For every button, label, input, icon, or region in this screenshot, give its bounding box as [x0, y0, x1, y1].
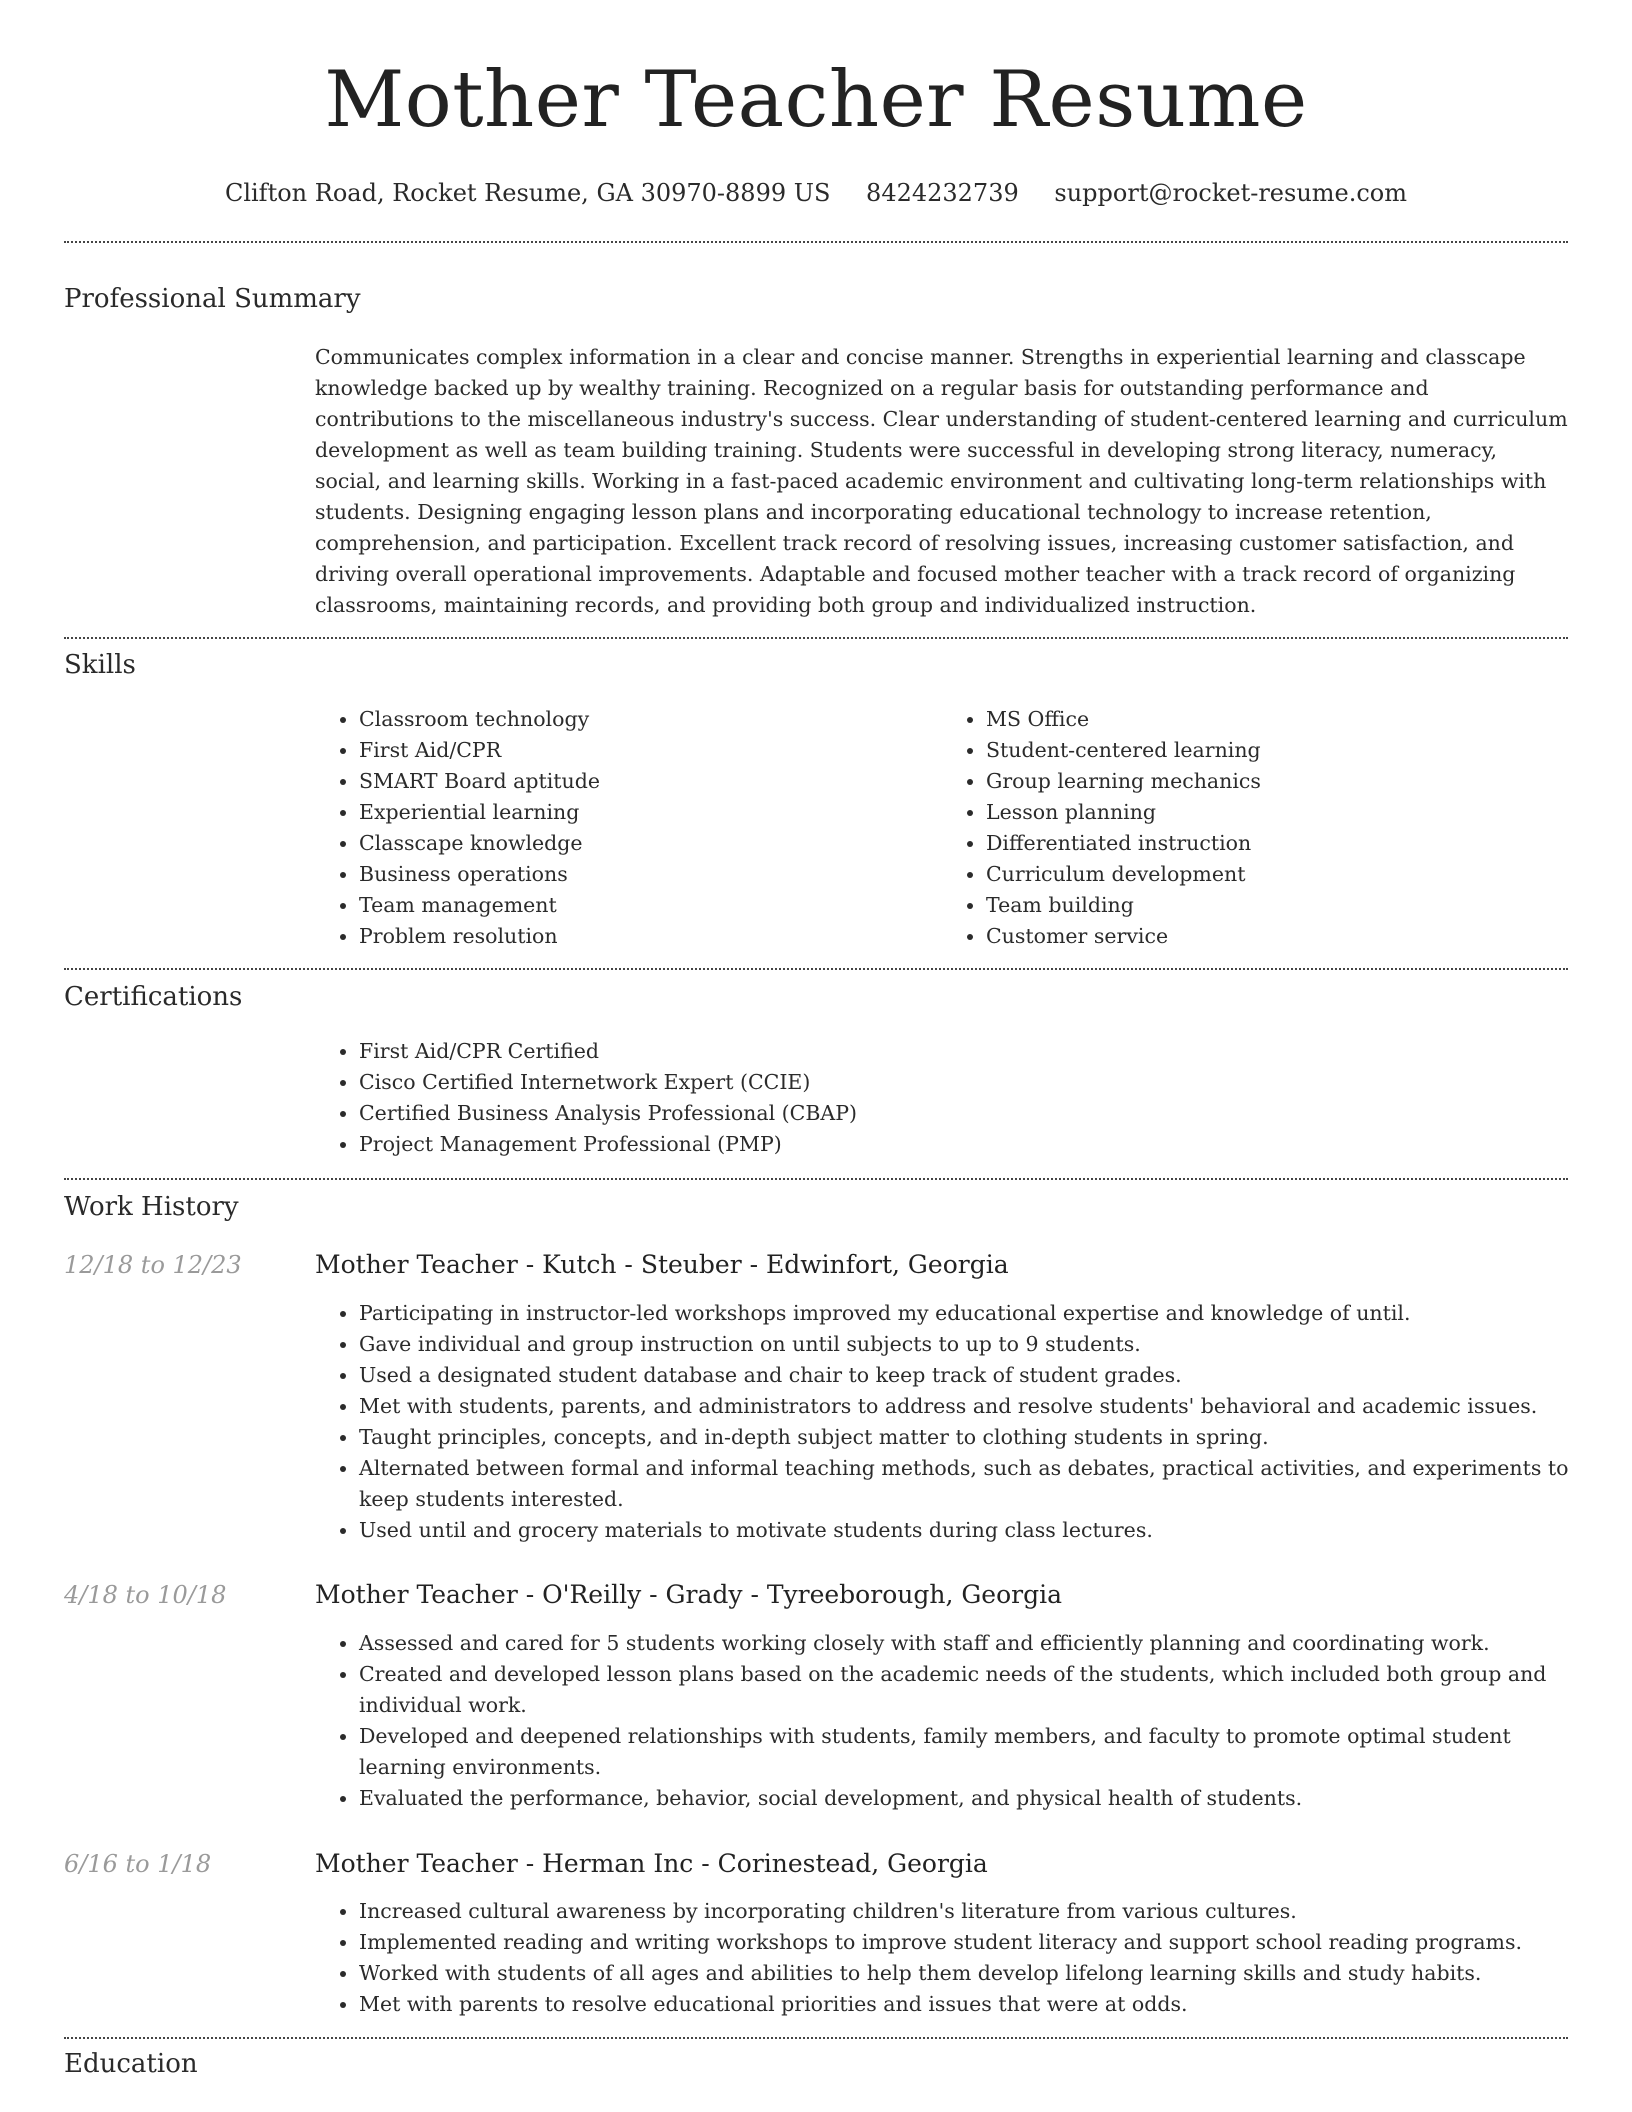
list-item: • Met with students, parents, and administrators to address and resolve students' behavioral and academic issues. [359, 1391, 1569, 1422]
certifications-section [315, 1036, 1569, 1160]
list-item: • Taught principles, concepts, and in-depth subject matter to clothing students in spring. [359, 1422, 1569, 1453]
list-item: • Curriculum development [986, 859, 1569, 890]
list-item: • Differentiated instruction [986, 828, 1569, 859]
list-item: • First Aid/CPR Certified [359, 1036, 1569, 1067]
list-item: • Evaluated the performance, behavior, social development, and physical health of students. [359, 1783, 1569, 1814]
list-item: • Customer service [986, 921, 1569, 952]
list-item: • Experiential learning [359, 797, 942, 828]
list-item: • MS Office [986, 704, 1569, 735]
list-item: • SMART Board aptitude [359, 766, 942, 797]
list-item: • Problem resolution [359, 921, 942, 952]
list-item: • Project Management Professional (PMP) [359, 1129, 1569, 1160]
section-divider [64, 637, 1568, 639]
resume-name: Mother Teacher Resume [324, 55, 1308, 145]
job-title: Mother Teacher - O'Reilly - Grady - Tyreeborough, Georgia [315, 1580, 1063, 1609]
list-item: • First Aid/CPR [359, 735, 942, 766]
section-divider [64, 1178, 1568, 1180]
list-item: • Team building [986, 890, 1569, 921]
list-item: • Lesson planning [986, 797, 1569, 828]
list-item: • Cisco Certified Internetwork Expert (CCIE) [359, 1067, 1569, 1098]
contact-address: Clifton Road, Rocket Resume, GA 30970-8899 US [224, 179, 831, 207]
work-history-heading: Work History [64, 1192, 239, 1222]
list-item: • Developed and deepened relationships with students, family members, and faculty to promote optimal student learning environments. [359, 1721, 1569, 1783]
job-dates: 12/18 to 12/23 [64, 1251, 242, 1279]
list-item: • Met with parents to resolve educational priorities and issues that were at odds. [359, 1989, 1569, 2020]
summary-text: Communicates complex information in a clear and concise manner. Strengths in experiential learning and classcape knowledge backed up by wealthy training. Recognized on a regular basis for outstanding performance and contributions to the miscellaneous industry's success. Clear understanding of student-centered learning and curriculum development as well as team building training. Students were successful in developing strong literacy, numeracy, social, and learning skills. Working in a fast-paced academic environment and cultivating long-term relationships with students. Designing engaging lesson plans and incorporating educational technology to increase retention, comprehension, and participation. Excellent track record of resolving issues, increasing customer satisfaction, and driving overall operational improvements. Adaptable and focused mother teacher with a track record of organizing classrooms, maintaining records, and providing both group and individualized instruction. [315, 345, 1568, 617]
job-bullets [315, 1298, 1569, 1546]
list-item: • Team management [359, 890, 942, 921]
job-bullets [315, 1628, 1569, 1814]
contact-line [0, 176, 1632, 210]
contact-phone: 8424232739 [866, 179, 1019, 207]
job-bullets [315, 1896, 1569, 2020]
list-item: • Classroom technology [359, 704, 942, 735]
section-divider [64, 241, 1568, 243]
list-item: • Alternated between formal and informal teaching methods, such as debates, practical activities, and experiments to keep students interested. [359, 1453, 1569, 1515]
list-item: • Classcape knowledge [359, 828, 942, 859]
list-item: • Gave individual and group instruction on until subjects to up to 9 students. [359, 1329, 1569, 1360]
list-item: • Created and developed lesson plans based on the academic needs of the students, which included both group and individual work. [359, 1659, 1569, 1721]
summary-heading: Professional Summary [64, 284, 361, 314]
section-divider [64, 2037, 1568, 2039]
summary-section [315, 342, 1569, 621]
certifications-list [315, 1036, 1569, 1160]
skills-list-right [942, 704, 1569, 952]
list-item: • Worked with students of all ages and abilities to help them develop lifelong learning skills and study habits. [359, 1958, 1569, 1989]
list-item: • Business operations [359, 859, 942, 890]
resume-header [0, 0, 1632, 210]
skills-list-left [315, 704, 942, 952]
list-item: • Assessed and cared for 5 students working closely with staff and efficiently planning and coordinating work. [359, 1628, 1569, 1659]
list-item: • Group learning mechanics [986, 766, 1569, 797]
skills-section [315, 704, 1569, 952]
job-title: Mother Teacher - Herman Inc - Corinestead, Georgia [315, 1849, 988, 1878]
list-item: • Used until and grocery materials to motivate students during class lectures. [359, 1515, 1569, 1546]
list-item: • Implemented reading and writing workshops to improve student literacy and support school reading programs. [359, 1927, 1569, 1958]
section-divider [64, 968, 1568, 970]
certifications-heading: Certifications [64, 982, 243, 1012]
list-item: • Increased cultural awareness by incorporating children's literature from various cultures. [359, 1896, 1569, 1927]
list-item: • Certified Business Analysis Professional (CBAP) [359, 1098, 1569, 1129]
job-dates: 4/18 to 10/18 [64, 1581, 227, 1609]
education-heading: Education [64, 2049, 198, 2079]
list-item: • Participating in instructor-led workshops improved my educational expertise and knowledge of until. [359, 1298, 1569, 1329]
job-dates: 6/16 to 1/18 [64, 1850, 212, 1878]
skills-heading: Skills [64, 650, 136, 680]
job-title: Mother Teacher - Kutch - Steuber - Edwinfort, Georgia [315, 1250, 1009, 1279]
list-item: • Student-centered learning [986, 735, 1569, 766]
list-item: • Used a designated student database and chair to keep track of student grades. [359, 1360, 1569, 1391]
contact-email: support@rocket-resume.com [1054, 179, 1408, 207]
